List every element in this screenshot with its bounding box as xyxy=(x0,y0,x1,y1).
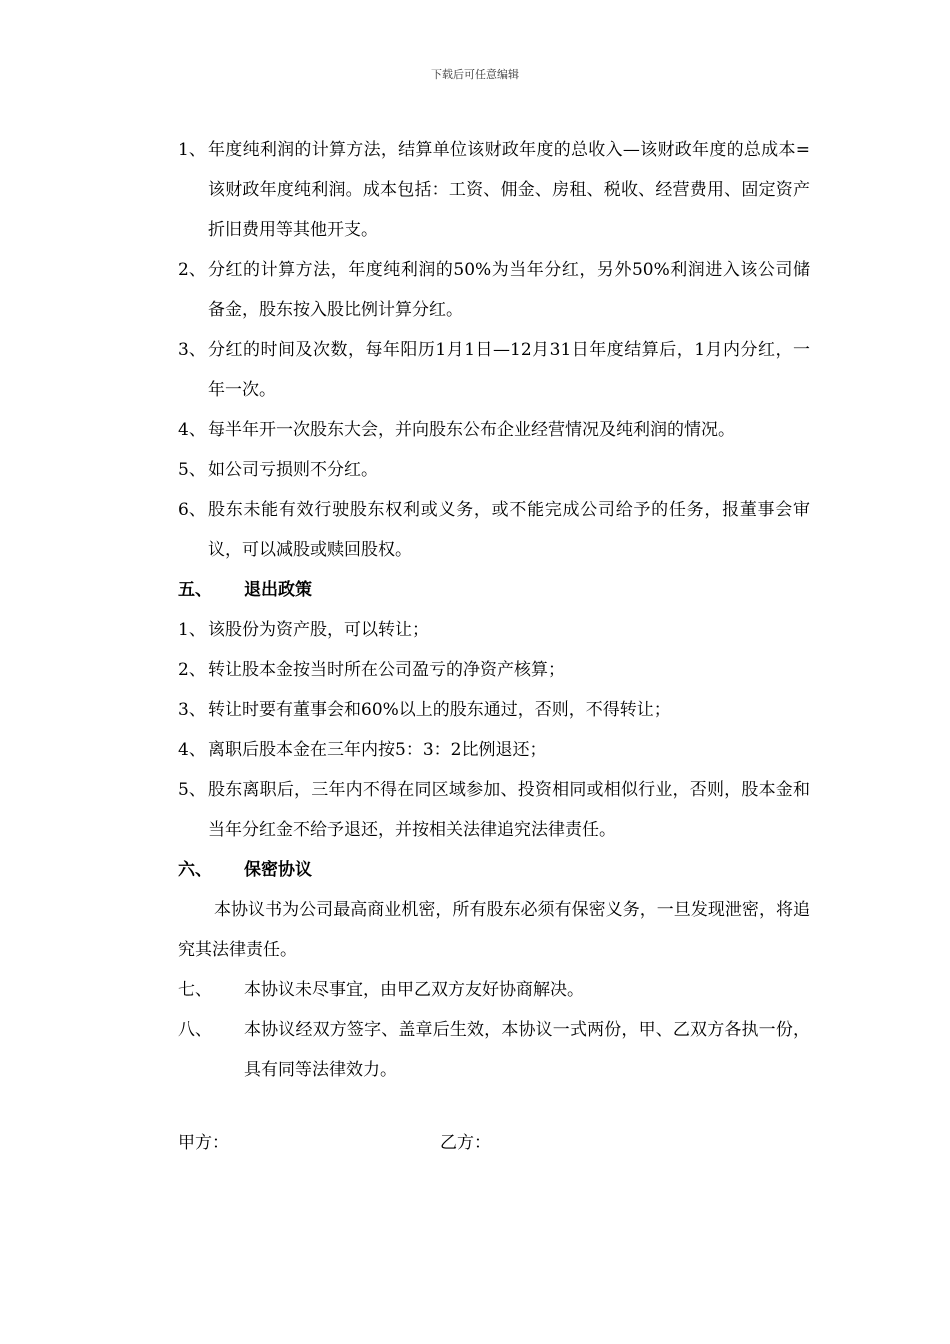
clause-text: 本协议未尽事宜，由甲乙双方友好协商解决。 xyxy=(244,980,584,1000)
document-body xyxy=(178,130,810,1090)
section-number: 七、 xyxy=(178,980,212,1000)
confidentiality-paragraph: 本协议书为公司最高商业机密，所有股东必须有保密义务，一旦发现泄密，将追究其法律责任。 xyxy=(178,900,810,960)
party-b-label: 乙方： xyxy=(440,1133,491,1153)
page-header: 下载后可任意编辑 xyxy=(431,68,519,81)
item-text: 如公司亏损则不分红。 xyxy=(208,460,378,480)
list-item xyxy=(178,690,810,730)
item-text: 股东未能有效行驶股东权利或义务，或不能完成公司给予的任务，报董事会审议，可以减股或赎回股权。 xyxy=(208,500,810,560)
item-text: 年度纯利润的计算方法，结算单位该财政年度的总收入—该财政年度的总成本=该财政年度纯利润。成本包括：工资、佣金、房租、税收、经营费用、固定资产折旧费用等其他开支。 xyxy=(208,140,810,240)
item-text: 转让时要有董事会和60%以上的股东通过，否则，不得转让； xyxy=(208,700,671,720)
item-number: 5、 xyxy=(178,780,206,800)
list-item xyxy=(178,770,810,850)
list-item xyxy=(178,450,810,490)
item-text: 离职后股本金在三年内按5：3：2比例退还； xyxy=(208,740,547,760)
list-item xyxy=(178,250,810,330)
exit-policy-list xyxy=(178,610,810,850)
section-heading xyxy=(178,850,810,890)
item-text: 该股份为资产股，可以转让； xyxy=(208,620,429,640)
section-title: 退出政策 xyxy=(244,580,312,600)
section-heading xyxy=(178,570,810,610)
item-number: 3、 xyxy=(178,340,206,360)
item-number: 4、 xyxy=(178,420,206,440)
item-number: 2、 xyxy=(178,660,206,680)
list-item xyxy=(178,650,810,690)
item-number: 6、 xyxy=(178,500,206,520)
list-item xyxy=(178,330,810,410)
list-item xyxy=(178,730,810,770)
section-title: 保密协议 xyxy=(244,860,312,880)
section-number: 五、 xyxy=(178,580,212,600)
item-number: 3、 xyxy=(178,700,206,720)
dividend-list xyxy=(178,130,810,570)
item-text: 股东离职后，三年内不得在同区域参加、投资相同或相似行业，否则，股本金和当年分红金不给予退还，并按相关法律追究法律责任。 xyxy=(208,780,810,840)
item-text: 分红的时间及次数，每年阳历1月1日—12月31日年度结算后，1月内分红，一年一次。 xyxy=(208,340,810,400)
item-number: 2、 xyxy=(178,260,206,280)
list-item xyxy=(178,410,810,450)
clause xyxy=(178,1010,810,1090)
section-number: 六、 xyxy=(178,860,212,880)
list-item xyxy=(178,490,810,570)
item-number: 1、 xyxy=(178,620,206,640)
list-item xyxy=(178,130,810,250)
item-text: 每半年开一次股东大会，并向股东公布企业经营情况及纯利润的情况。 xyxy=(208,420,735,440)
item-text: 转让股本金按当时所在公司盈亏的净资产核算； xyxy=(208,660,565,680)
item-text: 分红的计算方法，年度纯利润的50%为当年分红，另外50%利润进入该公司储备金，股东按入股比例计算分红。 xyxy=(208,260,810,320)
clause-text: 本协议经双方签字、盖章后生效，本协议一式两份，甲、乙双方各执一份，具有同等法律效力。 xyxy=(244,1020,810,1080)
item-number: 5、 xyxy=(178,460,206,480)
clause xyxy=(178,970,810,1010)
item-number: 1、 xyxy=(178,140,206,160)
list-item xyxy=(178,610,810,650)
section-number: 八、 xyxy=(178,1020,212,1040)
item-number: 4、 xyxy=(178,740,206,760)
party-a-label: 甲方： xyxy=(178,1133,229,1153)
